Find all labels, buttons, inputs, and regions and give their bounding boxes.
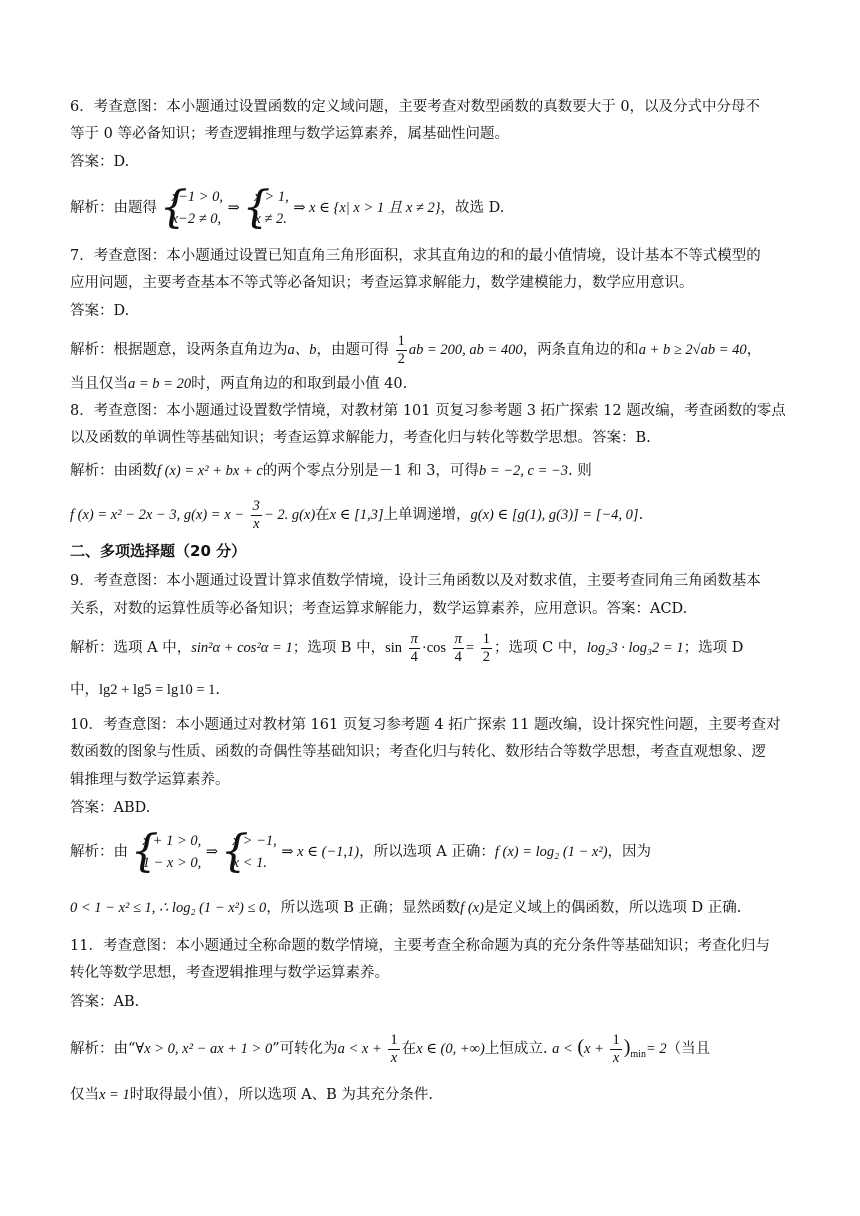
q6-result: ⇒ x ∈ {x| x > 1 且 x ≠ 2}	[293, 200, 441, 216]
q6-intent-line2: 等于 0 等必备知识；考查逻辑推理与数学运算素养，属基础性问题。	[70, 126, 509, 142]
q7-half-fraction: $\frac{1}{2}$	[397, 332, 405, 367]
q6-solution: 解析：由题得 { x−1 > 0, x−2 ≠ 0, ⇒ { x > 1, x ≠ 2. ⇒ x ∈ {x| x > 1 且 x ≠ 2}，故选 D.	[70, 186, 504, 230]
q7-solution-end: 当且仅当a = b = 20时，两直角边的和取到最小值 40.	[70, 376, 408, 392]
q11-fraction-a: $\frac{1}{x}$	[390, 1031, 398, 1066]
q11-solution-end: 仅当x = 1时取得最小值），所以选项 A、B 为其充分条件.	[70, 1087, 433, 1103]
q11-intent-line1: 11．考查意图：本小题通过全称命题的数学情境，主要考查全称命题为真的充分条件等基础知识；考查化归与	[70, 938, 770, 954]
q9-intent-line1: 9．考查意图：本小题通过设置计算求值数学情境，设计三角函数以及对数求值，主要考查同角三角函数基本	[70, 573, 761, 589]
q10-system-2: { x > −1, x < 1.	[223, 830, 277, 874]
q10-solution-end: 0 < 1 − x² ≤ 1, ∴ log₂ (1 − x²) ≤ 0，所以选项 B 正确；显然函数f (x)是定义域上的偶函数，所以选项 D 正确.	[70, 900, 742, 916]
q9-solution-end: 中，lg2 + lg5 = lg10 = 1.	[70, 682, 220, 698]
q6-intent-line1: 6．考查意图：本小题通过设置函数的定义域问题，主要考查对数型函数的真数要大于 0，以及分式中分母不	[70, 99, 761, 115]
q6-system-1: { x−1 > 0, x−2 ≠ 0,	[162, 186, 223, 230]
q9-half: $\frac{1}{2}$	[482, 630, 490, 665]
q9-pi-over-4-b: $\frac{\pi}{4}$	[454, 630, 462, 665]
section-heading: 二、多项选择题（20 分）	[70, 542, 247, 560]
q9-solution: 解析：选项 A 中，sin²α + cos²α = 1；选项 B 中，sin $\frac{\pi}{4}$ ·cos $\frac{\pi}{4}$ = $\frac{1}{2}$ ；选项 C 中，log₂3 · log₃2 = 1；选项 D	[70, 630, 744, 665]
q8-intent-line1: 8．考查意图：本小题通过设置数学情境，对教材第 101 页复习参考题 3 拓广探索 12 题改编，考查函数的零点	[70, 403, 786, 419]
q7-intent-line2: 应用问题，主要考查基本不等式等必备知识；考查运算求解能力，数学建模能力，数学应用意识。	[70, 275, 694, 291]
q8-solution-formula: f (x) = x² − 2x − 3, g(x) = x − $\frac{3}{x}$ − 2. g(x)在x ∈ [1,3]上单调递增，g(x) ∈ [g(1), g(3)] = [−4, 0].	[70, 497, 644, 532]
q9-pi-over-4-a: $\frac{\pi}{4}$	[410, 630, 418, 665]
q8-solution: 解析：由函数f (x) = x² + bx + c的两个零点分别是－1 和 3，可得b = −2, c = −3. 则	[70, 463, 592, 479]
q10-answer: 答案：ABD.	[70, 800, 151, 816]
q11-solution: 解析：由“∀x > 0, x² − ax + 1 > 0”可转化为a < x + $\frac{1}{x}$ 在x ∈ (0, +∞)上恒成立. a < (x + $\frac{1}{x}$ )$_{min}= 2$（当且	[70, 1031, 711, 1066]
q11-intent-line2: 转化等数学思想，考查逻辑推理与数学运算素养。	[70, 965, 389, 981]
q10-intent-line1: 10．考查意图：本小题通过对教材第 161 页复习参考题 4 拓广探索 11 题改编，设计探究性问题，主要考查对	[70, 717, 781, 733]
q6-system-2: { x > 1, x ≠ 2.	[244, 186, 288, 230]
q10-intent-line3: 辑推理与数学运算素养。	[70, 772, 230, 788]
q8-fraction: $\frac{3}{x}$	[252, 497, 260, 532]
q8-intent-line2: 以及函数的单调性等基础知识；考查运算求解能力，考查化归与转化等数学思想。答案：B.	[70, 430, 651, 446]
q10-solution: 解析：由 { x + 1 > 0, 1 − x > 0, ⇒ { x > −1, x < 1. ⇒ x ∈ (−1,1)，所以选项 A 正确：f (x) = log₂ (1 − x²)，因为	[70, 830, 651, 874]
q6-answer: 答案：D.	[70, 154, 130, 170]
q9-intent-line2: 关系，对数的运算性质等必备知识；考查运算求解能力，数学运算素养，应用意识。答案：ACD.	[70, 601, 688, 617]
q10-intent-line2: 数函数的图象与性质、函数的奇偶性等基础知识；考查化归与转化、数形结合等数学思想，考查直观想象、逻	[70, 744, 766, 760]
q7-answer: 答案：D.	[70, 303, 130, 319]
q10-system-1: { x + 1 > 0, 1 − x > 0,	[133, 830, 202, 874]
q7-intent-line1: 7．考查意图：本小题通过设置已知直角三角形面积，求其直角边的和的最小值情境，设计基本不等式模型的	[70, 248, 761, 264]
q7-solution: 解析：根据题意，设两条直角边为a、b，由题可得 $\frac{1}{2}$ ab = 200, ab = 400，两条直角边的和a + b ≥ 2√ab = 40，	[70, 332, 762, 367]
q11-answer: 答案：AB.	[70, 994, 140, 1010]
q11-fraction-b: $\frac{1}{x}$	[612, 1031, 620, 1066]
